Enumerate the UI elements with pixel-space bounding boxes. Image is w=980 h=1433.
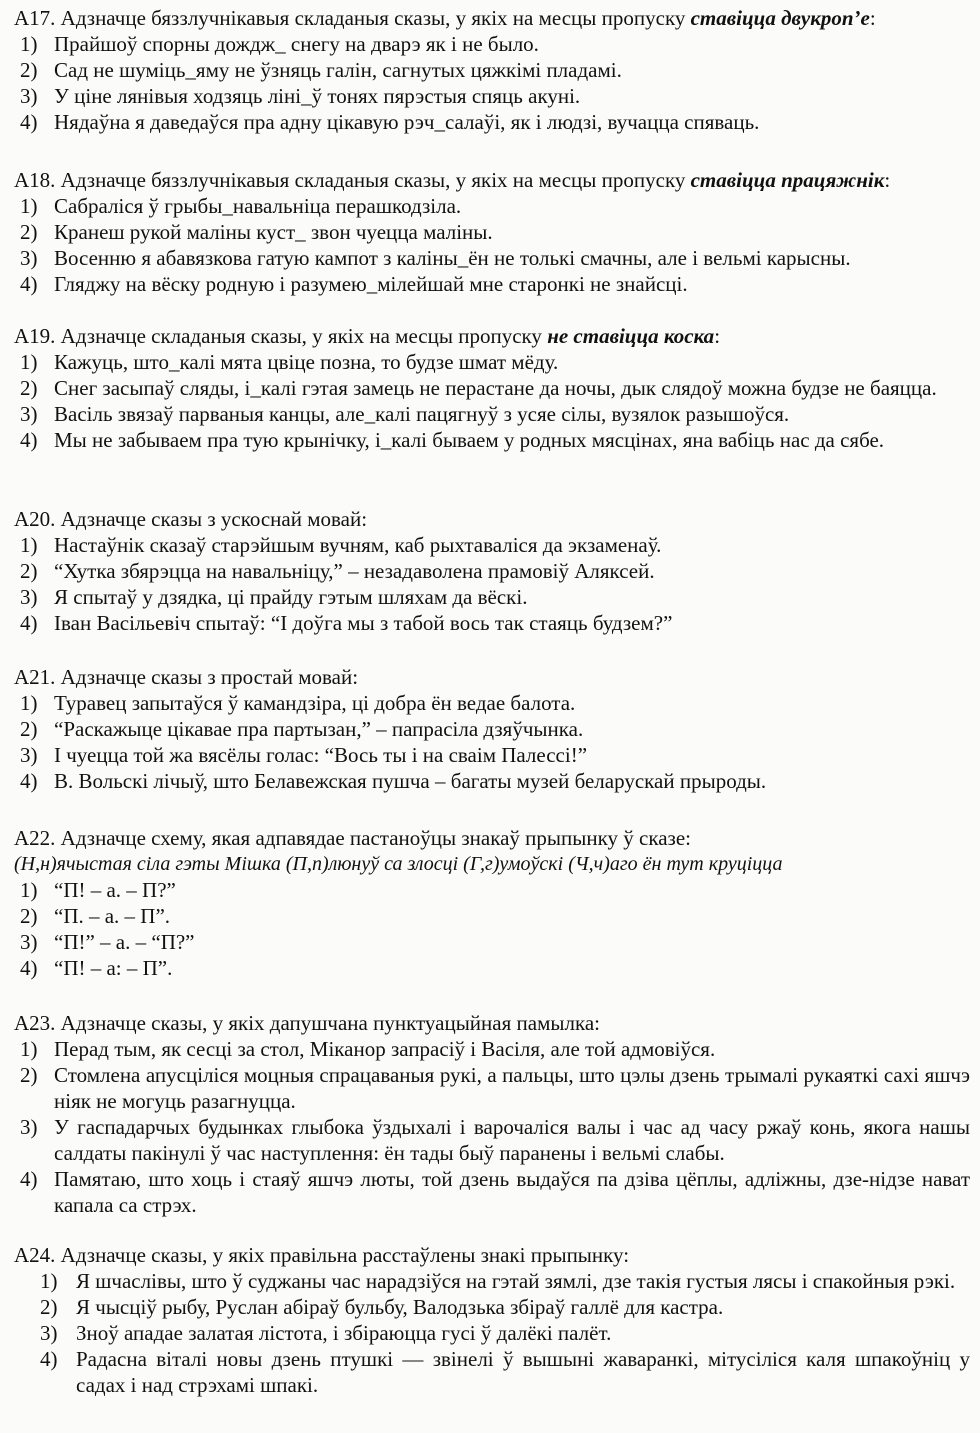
question-a18-prompt: А18. Адзначце бяззлучнікавыя складаныя сказы, у якіх на месцы пропуску ставіцца працяжнік:: [14, 168, 891, 192]
question-a19: [14, 323, 974, 453]
question-a18: [14, 167, 974, 297]
question-a22: [14, 825, 974, 981]
option-a24-3[interactable]: 3) Зноў ападае залатая лістота, і збіраюцца гусі ў далёкі палёт.: [40, 1321, 612, 1345]
option-a21-1[interactable]: 1) Туравец запытаўся ў камандзіра, ці добра ён ведае балота.: [20, 691, 576, 715]
question-a20: [14, 506, 974, 636]
option-a23-3[interactable]: 3) У гаспадарчых будынках глыбока ўздыхалі і варочаліся валы і час ад часу ржаў конь, якога нашы салдаты пакінулі ў час наступлення: ён тады быў паранены і вельмі слабы.: [20, 1115, 970, 1165]
option-a21-3[interactable]: 3) І чуецца той жа вясёлы голас: “Вось ты і на сваім Палессі!”: [20, 743, 588, 767]
option-a24-1[interactable]: 1) Я шчаслівы, што ў суджаны час нарадзіўся на гэтай зямлі, дзе такія густыя лясы і спакойныя рэкі.: [40, 1269, 956, 1293]
question-a22-prompt: А22. Адзначце схему, якая адпавядае пастаноўцы знакаў прыпынку ў сказе:: [14, 826, 691, 850]
option-a22-4[interactable]: 4) “П! – а: – П”.: [20, 956, 173, 980]
option-a20-1[interactable]: 1) Настаўнік сказаў старэйшым вучням, каб рыхтаваліся да экзаменаў.: [20, 533, 662, 557]
question-a23: [14, 1010, 974, 1218]
option-a21-2[interactable]: 2) “Раскажыце цікавае пра партызан,” – папрасіла дзяўчынка.: [20, 717, 584, 741]
question-a22-sentence: (Н,н)ячыстая сіла гэты Мішка (П,п)люнуў са злосці (Г,г)умоўскі (Ч,ч)аго ён тут круціцца: [14, 853, 783, 875]
question-a17: [14, 5, 974, 135]
option-a18-3[interactable]: 3) Восенню я абавязкова гатую кампот з каліны_ён не толькі смачны, але і вельмі карысны.: [20, 246, 851, 270]
option-a22-2[interactable]: 2) “П. – а. – П”.: [20, 904, 171, 928]
option-a22-3[interactable]: 3) “П!” – а. – “П?”: [20, 930, 195, 954]
option-a24-2[interactable]: 2) Я чысціў рыбу, Руслан абіраў бульбу, Валодзька збіраў галлё для кастра.: [40, 1295, 724, 1319]
question-a21: [14, 664, 974, 794]
option-a21-4[interactable]: 4) В. Вольскі лічыў, што Белавежская пушча – багаты музей беларускай прыроды.: [20, 769, 767, 793]
question-a24-prompt: А24. Адзначце сказы, у якіх правільна расстаўлены знакі прыпынку:: [14, 1243, 630, 1267]
question-a23-prompt: А23. Адзначце сказы, у якіх дапушчана пунктуацыйная памылка:: [14, 1011, 600, 1035]
option-a19-1[interactable]: 1) Кажуць, што_калі мята цвіце позна, то будзе шмат мёду.: [20, 350, 559, 374]
option-a20-3[interactable]: 3) Я спытаў у дзядка, ці прайду гэтым шляхам да вёскі.: [20, 585, 528, 609]
question-a20-prompt: А20. Адзначце сказы з ускоснай мовай:: [14, 507, 368, 531]
option-a23-1[interactable]: 1) Перад тым, як сесці за стол, Міканор запрасіў і Васіля, але той адмовіўся.: [20, 1037, 716, 1061]
question-a19-prompt: А19. Адзначце складаныя сказы, у якіх на месцы пропуску не ставіцца коска:: [14, 324, 721, 348]
option-a18-2[interactable]: 2) Кранеш рукой маліны куст_ звон чуецца маліны.: [20, 220, 493, 244]
option-a17-4[interactable]: 4) Нядаўна я даведаўся пра адну цікавую рэч_салаўі, як і людзі, вучацца спяваць.: [20, 110, 760, 134]
question-a21-prompt: А21. Адзначце сказы з простай мовай:: [14, 665, 359, 689]
option-a19-3[interactable]: 3) Васіль звязаў парваныя канцы, але_калі пацягнуў з усяе сілы, вузялок разышоўся.: [20, 402, 790, 426]
option-a19-4[interactable]: 4) Мы не забываем пра тую крынічку, і_калі бываем у родных мясцінах, яна вабіць нас да сябе.: [20, 428, 885, 452]
option-a24-4[interactable]: 4) Радасна віталі новы дзень птушкі — звінелі ў вышыні жаваранкі, мітусіліся каля шпакоўніц у садах і над стрэхамі шпакі.: [40, 1347, 970, 1397]
option-a18-1[interactable]: 1) Сабраліся ў грыбы_навальніца перашкодзіла.: [20, 194, 462, 218]
option-a20-2[interactable]: 2) “Хутка збярэцца на навальніцу,” – незадаволена прамовіў Аляксей.: [20, 559, 655, 583]
option-a23-2[interactable]: 2) Стомлена апусціліся моцныя спрацаваныя рукі, а пальцы, што цэлы дзень трымалі рукаяткі сахі яшчэ ніяк не могуць разагнуцца.: [20, 1063, 970, 1113]
option-a20-4[interactable]: 4) Іван Васільевіч спытаў: “І доўга мы з табой вось так стаяць будзем?”: [20, 611, 673, 635]
option-a17-3[interactable]: 3) У ціне лянівыя ходзяць ліні_ў тонях пярэстыя спяць акуні.: [20, 84, 581, 108]
question-a17-prompt: А17. Адзначце бяззлучнікавыя складаныя сказы, у якіх на месцы пропуску ставіцца двукроп’е:: [14, 6, 876, 30]
option-a23-4[interactable]: 4) Памятаю, што хоць і стаяў яшчэ люты, той дзень выдаўся па дзіва цёплы, адліжны, дзе-нідзе нават капала са стрэх.: [20, 1167, 970, 1217]
option-a17-2[interactable]: 2) Сад не шуміць_яму не ўзняць галін, сагнутых цяжкімі пладамі.: [20, 58, 622, 82]
option-a22-1[interactable]: 1) “П! – а. – П?”: [20, 878, 176, 902]
option-a17-1[interactable]: 1) Прайшоў спорны дождж_ снегу на дварэ як і не было.: [20, 32, 539, 56]
option-a18-4[interactable]: 4) Гляджу на вёску родную і разумею_мілейшай мне старонкі не знайсці.: [20, 272, 688, 296]
question-a24: [14, 1242, 974, 1398]
option-a19-2[interactable]: 2) Снег засыпаў сляды, і_калі гэтая замець не перастане да ночы, дык слядоў можна будзе не баяцца.: [20, 376, 937, 400]
